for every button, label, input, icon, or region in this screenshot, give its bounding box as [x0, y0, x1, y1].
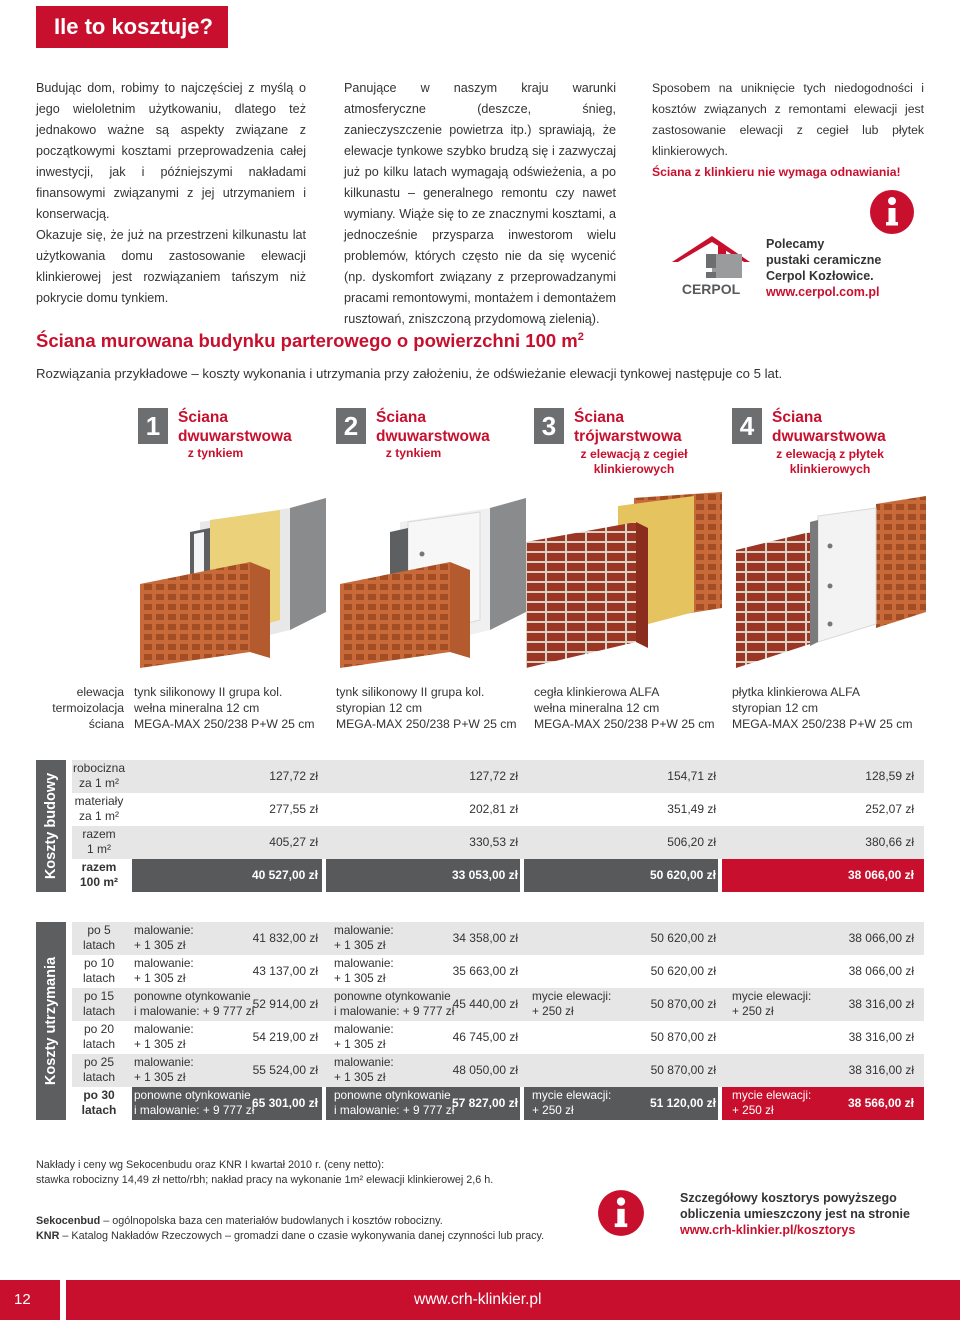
variant-detail: z elewacją z cegieł klinkierowych	[580, 447, 688, 476]
cell-value: 33 053,00 zł	[451, 868, 518, 882]
variant-header-3	[534, 408, 724, 488]
variant-header-2	[336, 408, 526, 488]
note-line: + 1 305 zł	[134, 1070, 186, 1084]
cell-value: 330,53 zł	[469, 835, 518, 849]
note-line: stawka robocizny 14,49 zł netto/rbh; nakład pracy na wykonanie 1m² elewacji klinkierowej 2,6 h.	[36, 1174, 494, 1186]
note-line: + 250 zł	[532, 1103, 574, 1117]
definitions-block	[36, 1214, 544, 1244]
info-icon	[868, 188, 916, 236]
cell-value: 52 914,00 zł	[252, 997, 318, 1011]
wall-illustration-2	[330, 492, 530, 670]
cell-value: 57 827,00 zł	[451, 1096, 518, 1110]
note-line: + 1 305 zł	[334, 938, 386, 952]
wall-illustration-1	[130, 492, 330, 670]
spec-label: termoizolacja	[52, 701, 124, 715]
note-line: + 250 zł	[532, 1004, 574, 1018]
spec-value: styropian 12 cm	[732, 701, 819, 715]
utrzymania-side-label	[36, 922, 66, 1120]
row-label	[72, 794, 126, 824]
row-label-line: robocizna	[72, 761, 126, 775]
row-label	[72, 923, 126, 953]
cell-value: 252,07 zł	[865, 802, 914, 816]
info-line: Szczegółowy kosztorys powyższego	[680, 1191, 897, 1205]
cell-note	[334, 923, 394, 953]
table-row	[72, 1054, 924, 1087]
spec-label: elewacja	[76, 685, 124, 699]
cell-value: 43 137,00 zł	[252, 964, 318, 978]
spec-column-4	[732, 684, 913, 732]
row-label-line: latach	[82, 1037, 116, 1051]
variant-name	[178, 408, 338, 446]
note-line: + 1 305 zł	[134, 938, 186, 952]
note-line: malowanie:	[134, 923, 194, 937]
note-line: + 1 305 zł	[334, 1070, 386, 1084]
note-line: + 1 305 zł	[134, 1037, 186, 1051]
cerpol-logo-text: CERPOL	[681, 281, 741, 297]
note-line: malowanie:	[134, 956, 194, 970]
cell-note	[134, 1022, 194, 1052]
cerpol-line: Polecamy	[766, 237, 825, 251]
cerpol-link[interactable]: www.cerpol.com.pl	[766, 285, 880, 299]
cell-value: 50 620,00 zł	[649, 868, 716, 882]
note-line: i malowanie: + 9 777 zł	[334, 1103, 455, 1117]
spec-value: MEGA-MAX 250/238 P+W 25 cm	[336, 717, 517, 731]
section-title-text: Ściana murowana budynku parterowego o powierzchni 100 m	[36, 330, 578, 351]
table-row	[72, 955, 924, 988]
note-line: i malowanie: + 9 777 zł	[134, 1004, 255, 1018]
row-label	[72, 860, 126, 890]
cell-value: 41 832,00 zł	[252, 931, 318, 945]
cell-note	[334, 956, 394, 986]
row-label	[72, 1055, 126, 1085]
page-title: Ile to kosztuje?	[36, 6, 228, 48]
spec-value: MEGA-MAX 250/238 P+W 25 cm	[534, 717, 715, 731]
spec-label: ściana	[88, 717, 124, 731]
cell-note	[134, 956, 194, 986]
spec-value: tynk silikonowy II grupa kol.	[336, 685, 485, 699]
row-label	[72, 1088, 126, 1118]
spec-value: cegła klinkierowa ALFA	[534, 685, 660, 699]
row-label-line: po 15	[83, 989, 115, 1003]
cell-note	[732, 1088, 811, 1118]
row-label	[72, 761, 126, 791]
cell-note	[532, 1088, 611, 1118]
wall-illustration-3	[526, 492, 726, 670]
row-label-line: materiały	[74, 794, 124, 808]
cell-value: 38 316,00 zł	[848, 1030, 914, 1044]
cell-value: 50 870,00 zł	[650, 1030, 716, 1044]
cell-value: 40 527,00 zł	[251, 868, 318, 882]
row-label-line: po 5	[87, 923, 111, 937]
cell-value: 34 358,00 zł	[452, 931, 518, 945]
wall-illustration-4	[726, 492, 926, 670]
cell-value: 38 066,00 zł	[848, 931, 914, 945]
spec-value: MEGA-MAX 250/238 P+W 25 cm	[134, 717, 315, 731]
note-line: ponowne otynkowanie	[334, 1088, 451, 1102]
spec-value: styropian 12 cm	[336, 701, 423, 715]
cell-note	[134, 1088, 254, 1118]
kosztorys-link[interactable]: www.crh-klinkier.pl/kosztorys	[680, 1223, 856, 1237]
cell-value: 38 316,00 zł	[848, 997, 914, 1011]
row-label-line: latach	[82, 971, 116, 985]
table-row	[72, 760, 924, 793]
row-label	[72, 956, 126, 986]
variant-name-line: Ściana	[574, 409, 624, 426]
cell-note	[732, 989, 811, 1019]
note-line: mycie elewacji:	[732, 989, 812, 1003]
cell-note	[334, 989, 454, 1019]
intro-column-2	[344, 78, 616, 330]
row-label-line: latach	[81, 1103, 117, 1117]
cell-note	[334, 1022, 394, 1052]
variant-name-line: trójwarstwowa	[574, 428, 682, 445]
variant-number: 1	[138, 408, 168, 444]
term: Sekocenbud	[36, 1215, 101, 1227]
cell-value: 50 870,00 zł	[650, 1063, 716, 1077]
row-label-line: po 30	[83, 1088, 115, 1102]
cell-value: 48 050,00 zł	[452, 1063, 518, 1077]
row-label-line: latach	[82, 1004, 116, 1018]
row-label-line: po 25	[83, 1055, 115, 1069]
variant-name-line: dwuwarstwowa	[772, 428, 886, 445]
cerpol-promo	[668, 188, 920, 300]
row-label	[72, 827, 126, 857]
variant-number: 4	[732, 408, 762, 444]
variant-name	[376, 408, 536, 446]
note-line: Nakłady i ceny wg Sekocenbudu oraz KNR I kwartał 2010 r. (ceny netto):	[36, 1159, 385, 1171]
cell-value: 277,55 zł	[269, 802, 318, 816]
table-row	[72, 922, 924, 955]
cell-note	[134, 923, 194, 953]
row-label-line: razem	[81, 860, 117, 874]
intro-highlight: Ściana z klinkieru nie wymaga odnawiania!	[652, 165, 901, 179]
cell-value: 55 524,00 zł	[252, 1063, 318, 1077]
cell-value: 38 066,00 zł	[847, 868, 914, 882]
cell-value: 127,72 zł	[269, 769, 318, 783]
variant-number: 3	[534, 408, 564, 444]
cell-value: 54 219,00 zł	[252, 1030, 318, 1044]
note-line: malowanie:	[334, 1022, 394, 1036]
spec-column-2	[336, 684, 517, 732]
page-number: 12	[0, 1280, 60, 1320]
table-row	[72, 988, 924, 1021]
cell-value: 38 066,00 zł	[848, 964, 914, 978]
note-line: malowanie:	[134, 1022, 194, 1036]
intro-column-1	[36, 78, 306, 309]
spec-value: wełna mineralna 12 cm	[134, 701, 260, 715]
cerpol-logo	[668, 228, 754, 298]
info-line: obliczenia umieszczony jest na stronie	[680, 1207, 910, 1221]
spec-column-3	[534, 684, 715, 732]
variant-name	[574, 408, 734, 446]
note-line: mycie elewacji:	[532, 1088, 612, 1102]
variant-name-line: Ściana	[772, 409, 822, 426]
row-label-line: latach	[82, 938, 116, 952]
variant-name-line: dwuwarstwowa	[178, 428, 292, 445]
note-line: i malowanie: + 9 777 zł	[134, 1103, 255, 1117]
cell-value: 51 120,00 zł	[649, 1096, 716, 1110]
footer-url[interactable]: www.crh-klinkier.pl	[66, 1280, 960, 1320]
table-row	[72, 826, 924, 859]
cell-note	[334, 1055, 394, 1085]
variant-header-1	[138, 408, 328, 488]
variant-name	[772, 408, 932, 446]
note-line: malowanie:	[134, 1055, 194, 1069]
spec-column-1	[134, 684, 315, 732]
intro-paragraph: Okazuje się, że już na przestrzeni kilkunastu lat użytkowania domu zastosowanie elewacji klinkierowej jest rozwiązaniem tańszym niż pokrycie domu tynkiem.	[36, 228, 306, 305]
row-label-line: razem	[82, 827, 116, 841]
cell-value: 65 301,00 zł	[251, 1096, 318, 1110]
utrzymania-side-text: Koszty utrzymania	[43, 956, 59, 1086]
variant-name-line: Ściana	[376, 409, 426, 426]
intro-paragraph: Panujące w naszym kraju warunki atmosferyczne (deszcze, śnieg, zanieczyszczenie powietrza itp.) sprawiają, że elewacje tynkowe szybko brudzą się i zazwyczaj już po kilku latach wymagają odświeżenia, a po kilkunastu – generalnego remontu czy nawet wymiany. Wiąże się to ze znacznymi kosztami, a jednocześnie przysparza inwestorom wielu problemów, których często nie da się wycenić (np. dyskomfort związany z przeprowadzanymi pracami remontowymi, montażem i demontażem rusztowań, zniszczoną przydomową zielenią).	[344, 81, 616, 326]
table-row-total	[72, 859, 924, 892]
section-title-sup: 2	[577, 330, 584, 343]
note-line: ponowne otynkowanie	[134, 989, 251, 1003]
row-label	[72, 1022, 126, 1052]
cell-value: 50 870,00 zł	[650, 997, 716, 1011]
section-subtitle: Rozwiązania przykładowe – koszty wykonania i utrzymania przy założeniu, że odświeżanie elewacji tynkowej następuje co 5 lat.	[36, 366, 783, 381]
note-line: mycie elewacji:	[732, 1088, 812, 1102]
cell-value: 380,66 zł	[865, 835, 914, 849]
cell-value: 46 745,00 zł	[452, 1030, 518, 1044]
cell-value: 38 316,00 zł	[848, 1063, 914, 1077]
variant-detail: z tynkiem	[187, 446, 244, 460]
row-label-line: 100 m²	[79, 875, 119, 889]
table-row	[72, 793, 924, 826]
variant-name-line: Ściana	[178, 409, 228, 426]
cerpol-line: pustaki ceramiczne	[766, 253, 882, 267]
note-line: + 1 305 zł	[334, 1037, 386, 1051]
definition: – Katalog Nakładów Rzeczowych – gromadzi dane o czasie wykonywania danej czynności lub pracy.	[59, 1230, 545, 1242]
cell-value: 405,27 zł	[269, 835, 318, 849]
budowy-side-text: Koszty budowy	[43, 772, 59, 880]
note-line: malowanie:	[334, 923, 394, 937]
spec-value: płytka klinkierowa ALFA	[732, 685, 861, 699]
note-line: + 250 zł	[732, 1004, 774, 1018]
row-label	[72, 989, 126, 1019]
cell-value: 35 663,00 zł	[452, 964, 518, 978]
variant-name-line: dwuwarstwowa	[376, 428, 490, 445]
note-line: i malowanie: + 9 777 zł	[334, 1004, 455, 1018]
cell-note	[334, 1088, 454, 1118]
table-row	[72, 1021, 924, 1054]
cell-value: 154,71 zł	[667, 769, 716, 783]
definition-line	[36, 1214, 544, 1229]
definition-line	[36, 1229, 544, 1244]
row-label-line: po 10	[83, 956, 115, 970]
variant-detail: z tynkiem	[385, 446, 442, 460]
spec-value: MEGA-MAX 250/238 P+W 25 cm	[732, 717, 913, 731]
cell-note	[134, 989, 254, 1019]
info-icon	[596, 1188, 646, 1238]
spec-value: tynk silikonowy II grupa kol.	[134, 685, 283, 699]
cerpol-text	[766, 236, 881, 300]
notes-block	[36, 1158, 493, 1188]
intro-paragraph: Sposobem na uniknięcie tych niedogodności i kosztów związanych z remontami elewacji jest zastosowanie elewacji z cegieł lub płytek klinkierowych.	[652, 81, 924, 158]
cell-value: 38 566,00 zł	[847, 1096, 914, 1110]
kosztorys-info	[680, 1190, 910, 1238]
cerpol-line: Cerpol Kozłowice.	[766, 269, 874, 283]
cell-note	[532, 989, 611, 1019]
note-line: ponowne otynkowanie	[134, 1088, 251, 1102]
variant-header-4	[732, 408, 922, 488]
note-line: malowanie:	[334, 956, 394, 970]
spec-labels	[36, 684, 124, 732]
cell-value: 202,81 zł	[469, 802, 518, 816]
cell-note	[134, 1055, 194, 1085]
cell-value: 506,20 zł	[667, 835, 716, 849]
term: KNR	[36, 1230, 60, 1242]
row-label-line: za 1 m²	[78, 809, 119, 823]
budowy-side-label	[36, 760, 66, 892]
note-line: + 1 305 zł	[134, 971, 186, 985]
row-label-line: za 1 m²	[78, 776, 119, 790]
cell-value: 50 620,00 zł	[650, 931, 716, 945]
variant-detail: z elewacją z płytek klinkierowych	[776, 447, 884, 476]
intro-paragraph: Budując dom, robimy to najczęściej z myślą o jego wieloletnim użytkowaniu, dlatego też jednakowo ważne są aspekty związane z początkowymi kosztami przeprowadzenia całej inwestycji, jak i późniejszymi nakładami finansowymi związanymi z jej utrzymaniem i konserwacją.	[36, 81, 306, 221]
note-line: malowanie:	[334, 1055, 394, 1069]
cell-value: 45 440,00 zł	[452, 997, 518, 1011]
variant-number: 2	[336, 408, 366, 444]
definition: – ogólnopolska baza cen materiałów budowlanych i kosztów robocizny.	[100, 1215, 443, 1227]
cell-value: 351,49 zł	[667, 802, 716, 816]
cell-value: 127,72 zł	[469, 769, 518, 783]
intro-column-3	[652, 78, 924, 183]
note-line: + 1 305 zł	[334, 971, 386, 985]
cell-value: 128,59 zł	[865, 769, 914, 783]
section-title	[36, 330, 584, 352]
table-row-total	[72, 1087, 924, 1120]
note-line: ponowne otynkowanie	[334, 989, 451, 1003]
row-label-line: 1 m²	[87, 842, 111, 856]
row-label-line: latach	[82, 1070, 116, 1084]
row-label-line: po 20	[83, 1022, 115, 1036]
spec-value: wełna mineralna 12 cm	[534, 701, 660, 715]
cell-value: 50 620,00 zł	[650, 964, 716, 978]
note-line: mycie elewacji:	[532, 989, 612, 1003]
note-line: + 250 zł	[732, 1103, 774, 1117]
